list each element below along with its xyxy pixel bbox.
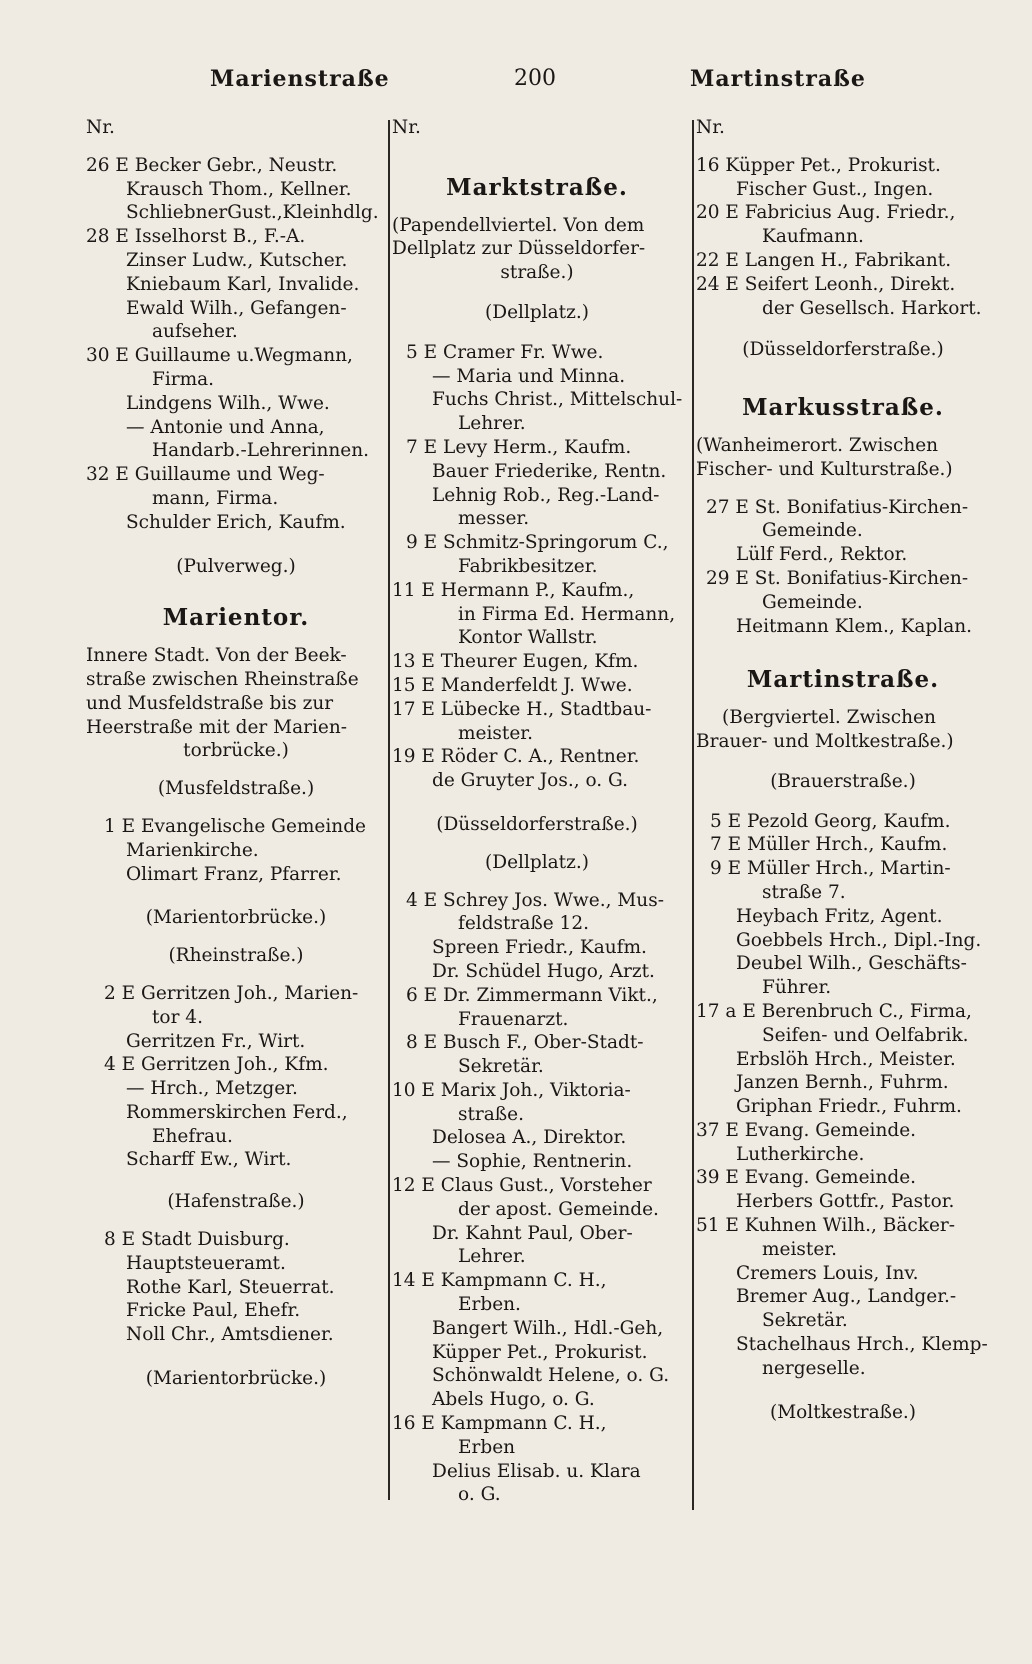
list-item: Bangert Wilh., Hdl.-Geh, — [432, 1317, 664, 1339]
cross-street-note: (Musfeldstraße.) — [157, 778, 315, 800]
list-item: Erben. — [458, 1294, 521, 1316]
list-item: 15 E Manderfeldt J. Wwe. — [392, 674, 633, 696]
list-item: 19 E Röder C. A., Rentner. — [392, 746, 640, 768]
street-description: (Wanheimerort. Zwischen — [696, 434, 939, 456]
list-item: Hauptsteueramt. — [126, 1252, 286, 1274]
list-item: Herbers Gottfr., Pastor. — [736, 1191, 955, 1213]
cross-street-note: (Moltkestraße.) — [769, 1401, 916, 1423]
list-item: mann, Firma. — [152, 487, 279, 509]
list-item: 22 E Langen H., Fabrikant. — [696, 249, 952, 271]
cross-street-note: (Düsseldorferstraße.) — [436, 813, 638, 835]
list-item: SchliebnerGust.,Kleinhdlg. — [126, 202, 379, 224]
list-item: Kontor Wallstr. — [458, 627, 598, 649]
list-item: der Gesellsch. Harkort. — [762, 297, 982, 319]
list-item: Marienkirche. — [126, 839, 259, 861]
list-item: messer. — [458, 508, 530, 530]
list-item: 27 E St. Bonifatius-Kirchen- — [706, 496, 969, 518]
list-item: 2 E Gerritzen Joh., Marien- — [104, 982, 359, 1004]
list-item: Fischer Gust., Ingen. — [736, 178, 934, 200]
list-item: 8 E Stadt Duisburg. — [104, 1229, 290, 1251]
list-item: Ehefrau. — [152, 1125, 233, 1147]
list-item: Lutherkirche. — [736, 1143, 865, 1165]
street-description: Brauer- und Moltkestraße.) — [696, 730, 954, 752]
list-item: Fricke Paul, Ehefr. — [126, 1300, 301, 1322]
list-item: Erbslöh Hrch., Meister. — [736, 1048, 956, 1070]
list-item: Lindgens Wilh., Wwe. — [126, 392, 330, 414]
list-item: Janzen Bernh., Fuhrm. — [736, 1072, 949, 1094]
cross-street-note: (Marientorbrücke.) — [145, 907, 327, 929]
list-item: Olimart Franz, Pfarrer. — [126, 863, 342, 885]
list-item: Lehrer. — [458, 413, 526, 435]
street-title: Marientor. — [162, 604, 310, 632]
list-item: 11 E Hermann P., Kaufm., — [392, 579, 635, 601]
list-item: Stachelhaus Hrch., Klemp- — [736, 1334, 988, 1356]
list-item: Lehrer. — [458, 1246, 526, 1268]
list-item: Zinser Ludw., Kutscher. — [126, 249, 348, 271]
list-item: 8 E Busch F., Ober-Stadt- — [406, 1032, 644, 1054]
list-item: Kaufmann. — [762, 226, 864, 248]
list-item: 30 E Guillaume u.Wegmann, — [86, 345, 353, 367]
list-item: Fuchs Christ., Mittelschul- — [432, 389, 682, 411]
street-description: Dellplatz zur Düsseldorfer- — [392, 238, 646, 260]
list-item: Führer. — [762, 977, 832, 999]
street-description: (Papendellviertel. Von dem — [392, 214, 645, 236]
list-item: Bremer Aug., Landger.- — [736, 1286, 957, 1308]
column-divider-2 — [692, 120, 694, 1510]
nr-heading: Nr. — [696, 117, 725, 138]
list-item: Deubel Wilh., Geschäfts- — [736, 953, 967, 975]
list-item: Cremers Louis, Inv. — [736, 1262, 919, 1284]
list-item: Erben — [458, 1436, 516, 1458]
list-item: 51 E Kuhnen Wilh., Bäcker- — [696, 1215, 956, 1237]
list-item: aufseher. — [152, 321, 238, 343]
list-item: — Sophie, Rentnerin. — [432, 1151, 633, 1173]
list-item: 5 E Cramer Fr. Wwe. — [406, 341, 604, 363]
list-item: in Firma Ed. Hermann, — [458, 603, 676, 625]
page-header — [0, 66, 1032, 102]
nr-heading: Nr. — [86, 117, 115, 138]
list-item: meister. — [762, 1238, 837, 1260]
list-item: Heitmann Klem., Kaplan. — [736, 615, 973, 637]
list-item: o. G. — [458, 1484, 501, 1506]
list-item: Rothe Karl, Steuerrat. — [126, 1276, 335, 1298]
list-item: Kniebaum Karl, Invalide. — [126, 273, 360, 295]
list-item: Frauenarzt. — [458, 1008, 569, 1030]
list-item: Fabrikbesitzer. — [458, 555, 598, 577]
street-description: straße.) — [500, 262, 574, 284]
column-divider-1 — [388, 120, 390, 1500]
list-item: Sekretär. — [762, 1310, 848, 1332]
header-right-street: Martinstraße — [690, 66, 866, 92]
street-description: und Musfeldstraße bis zur — [86, 692, 334, 714]
cross-street-note: (Rheinstraße.) — [168, 945, 304, 967]
list-item: — Maria und Minna. — [432, 365, 626, 387]
street-title: Martinstraße. — [746, 666, 940, 694]
list-item: Krausch Thom., Kellner. — [126, 178, 352, 200]
list-item: Küpper Pet., Prokurist. — [432, 1341, 648, 1363]
list-item: 39 E Evang. Gemeinde. — [696, 1167, 917, 1189]
page-number: 200 — [514, 66, 556, 91]
list-item: Ewald Wilh., Gefangen- — [126, 297, 347, 319]
list-item: 9 E Schmitz-Springorum C., — [406, 532, 669, 554]
cross-street-note: (Marientorbrücke.) — [145, 1368, 327, 1390]
column-1 — [86, 116, 386, 1399]
street-description: straße zwischen Rheinstraße — [86, 668, 359, 690]
list-item: Schönwaldt Helene, o. G. — [432, 1365, 670, 1387]
list-item: Firma. — [152, 368, 215, 390]
list-item: 28 E Isselhorst B., F.-A. — [86, 226, 306, 248]
cross-street-note: (Brauerstraße.) — [770, 770, 916, 792]
list-item: Delius Elisab. u. Klara — [432, 1460, 641, 1482]
list-item: 7 E Müller Hrch., Kaufm. — [710, 834, 948, 856]
list-item: — Antonie und Anna, — [126, 416, 325, 438]
street-title: Markusstraße. — [742, 394, 944, 422]
list-item: 14 E Kampmann C. H., — [392, 1270, 607, 1292]
list-item: straße. — [458, 1103, 524, 1125]
list-item: 24 E Seifert Leonh., Direkt. — [696, 273, 956, 295]
list-item: 6 E Dr. Zimmermann Vikt., — [406, 984, 658, 1006]
cross-street-note: (Dellplatz.) — [485, 301, 589, 323]
list-item: Goebbels Hrch., Dipl.-Ing. — [736, 929, 982, 951]
list-item: nergeselle. — [762, 1357, 866, 1379]
list-item: straße 7. — [762, 881, 846, 903]
list-item: Delosea A., Direktor. — [432, 1127, 627, 1149]
header-left-street: Marienstraße — [210, 66, 390, 92]
street-description: Innere Stadt. Von der Beek- — [86, 645, 347, 667]
list-item: 29 E St. Bonifatius-Kirchen- — [706, 567, 969, 589]
list-item: tor 4. — [152, 1006, 203, 1028]
list-item: Dr. Kahnt Paul, Ober- — [432, 1222, 633, 1244]
list-item: Gemeinde. — [762, 520, 863, 542]
street-title: Marktstraße. — [446, 173, 628, 201]
cross-street-note: (Hafenstraße.) — [167, 1191, 305, 1213]
list-item: 1 E Evangelische Gemeinde — [104, 815, 366, 837]
list-item: 32 E Guillaume und Weg- — [86, 464, 325, 486]
list-item: feldstraße 12. — [458, 913, 589, 935]
cross-street-note: (Dellplatz.) — [485, 851, 589, 873]
list-item: 26 E Becker Gebr., Neustr. — [86, 154, 338, 176]
cross-street-note: (Pulverweg.) — [176, 555, 296, 577]
list-item: 16 E Kampmann C. H., — [392, 1413, 607, 1435]
list-item: 17 a E Berenbruch C., Firma, — [696, 1000, 972, 1022]
list-item: 4 E Gerritzen Joh., Kfm. — [104, 1054, 329, 1076]
column-3 — [696, 116, 990, 1432]
list-item: Abels Hugo, o. G. — [432, 1389, 595, 1411]
column-2 — [392, 116, 682, 1507]
list-item: 5 E Pezold Georg, Kaufm. — [710, 810, 951, 832]
list-item: Noll Chr., Amtsdiener. — [126, 1324, 334, 1346]
list-item: 16 Küpper Pet., Prokurist. — [696, 154, 941, 176]
street-description: torbrücke.) — [183, 740, 289, 762]
list-item: Scharff Ew., Wirt. — [126, 1149, 292, 1171]
list-item: Sekretär. — [458, 1056, 544, 1078]
list-item: Dr. Schüdel Hugo, Arzt. — [432, 960, 655, 982]
nr-heading: Nr. — [392, 117, 421, 138]
list-item: de Gruyter Jos., o. G. — [432, 770, 629, 792]
list-item: Heybach Fritz, Agent. — [736, 905, 943, 927]
list-item: Handarb.-Lehrerinnen. — [152, 440, 370, 462]
list-item: 17 E Lübecke H., Stadtbau- — [392, 698, 652, 720]
street-description: (Bergviertel. Zwischen — [722, 707, 936, 729]
list-item: Gerritzen Fr., Wirt. — [126, 1030, 306, 1052]
list-item: Lehnig Rob., Reg.-Land- — [432, 484, 660, 506]
street-description: Heerstraße mit der Marien- — [86, 716, 347, 738]
list-item: Spreen Friedr., Kaufm. — [432, 937, 647, 959]
list-item: 4 E Schrey Jos. Wwe., Mus- — [406, 889, 664, 911]
list-item: der apost. Gemeinde. — [458, 1198, 659, 1220]
list-item: 12 E Claus Gust., Vorsteher — [392, 1175, 652, 1197]
list-item: 37 E Evang. Gemeinde. — [696, 1119, 917, 1141]
list-item: 13 E Theurer Eugen, Kfm. — [392, 651, 639, 673]
list-item: Rommerskirchen Ferd., — [126, 1101, 348, 1123]
list-item: Seifen- und Oelfabrik. — [762, 1024, 969, 1046]
list-item: Lülf Ferd., Rektor. — [736, 544, 908, 566]
list-item: Gemeinde. — [762, 591, 863, 613]
list-item: — Hrch., Metzger. — [126, 1078, 298, 1100]
list-item: Griphan Friedr., Fuhrm. — [736, 1096, 962, 1118]
list-item: 20 E Fabricius Aug. Friedr., — [696, 202, 956, 224]
street-description: Fischer- und Kulturstraße.) — [696, 458, 953, 480]
list-item: 10 E Marix Joh., Viktoria- — [392, 1079, 631, 1101]
list-item: Schulder Erich, Kaufm. — [126, 511, 346, 533]
cross-street-note: (Düsseldorferstraße.) — [742, 339, 944, 361]
list-item: 9 E Müller Hrch., Martin- — [710, 858, 951, 880]
list-item: Bauer Friederike, Rentn. — [432, 460, 667, 482]
list-item: meister. — [458, 722, 533, 744]
list-item: 7 E Levy Herm., Kaufm. — [406, 436, 632, 458]
